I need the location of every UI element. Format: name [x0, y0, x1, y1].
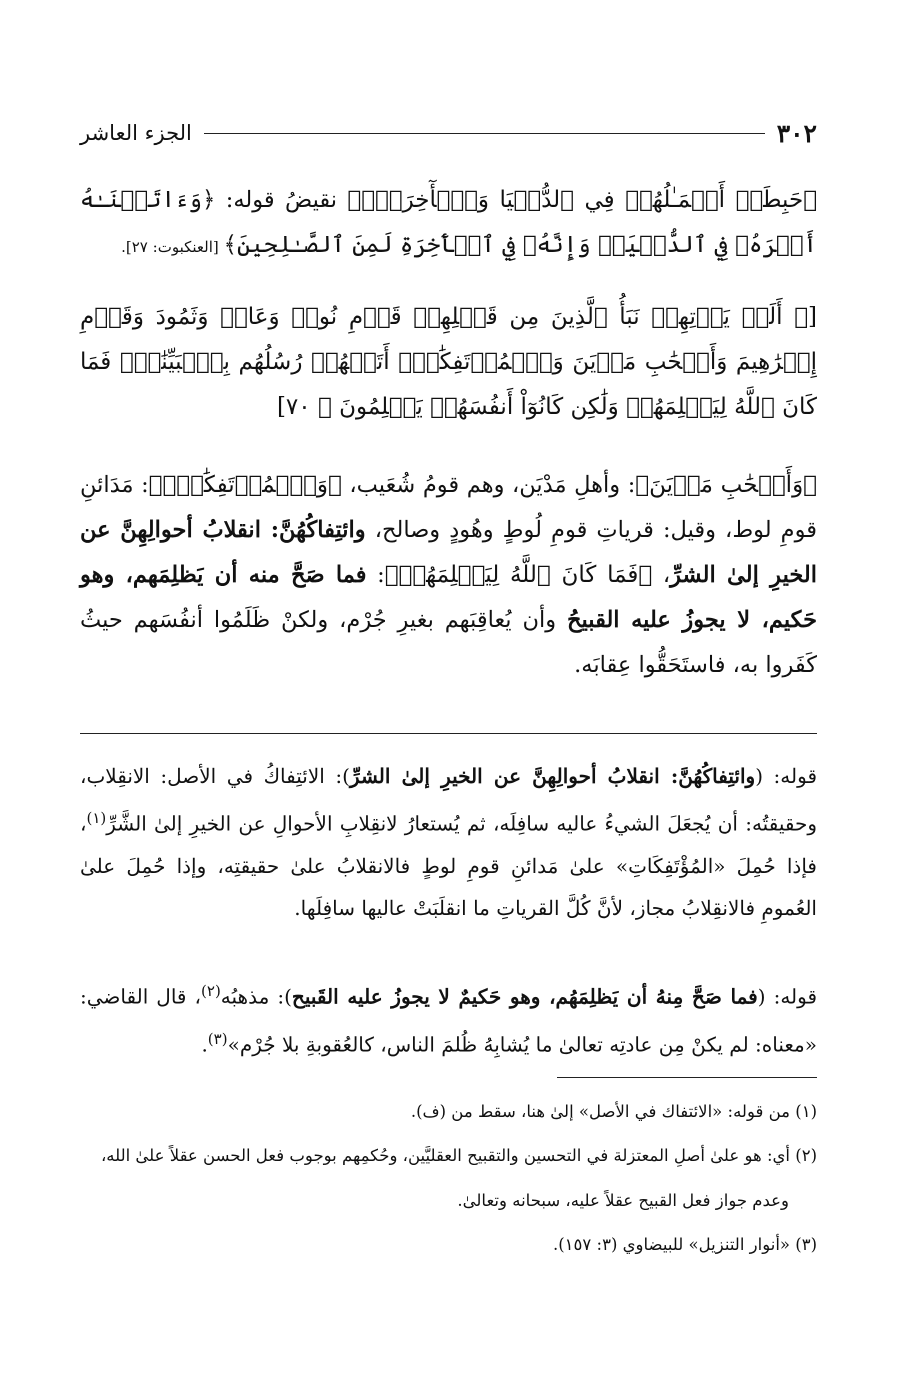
bold-phrase: وائتِفاكُهُنَّ: انقلابُ أحوالِهِنَّ عن الخيرِ إلىٰ الشرِّ — [80, 517, 817, 588]
text-span: ، فإذا حُمِلَ «المُؤْتَفِكَاتِ» علىٰ مَدائنِ قومِ لوطٍ فالانقلابُ علىٰ حقيقتِه، وإذا حُمِلَ علىٰ العُمومِ فالانقِلابُ مجاز، لأنَّ كُلَّ القرياتِ ما انقلَبَتْ عاليها سافِلَها. — [80, 811, 817, 920]
quran-quote: ﴿حَبِطَتۡ أَعۡمَـٰلُهُمۡ فِي ٱلدُّنۡيَا وَٱلۡأٓخِرَةِۖ﴾ — [347, 187, 817, 213]
verse-reference: [العنكبوت: ٢٧]. — [121, 238, 224, 256]
footnote-marker: (٢) — [201, 982, 221, 1000]
text-span: نقيضُ قوله: — [215, 187, 348, 213]
commentary-1 — [80, 755, 817, 929]
text-span: وأن يُعاقِبَهم بغيرِ جُرْم، ولكنْ ظَلَمُوا أنفُسَهم حيثُ كَفَروا به، فاستَحَقُّوا عِقابَه. — [80, 607, 817, 678]
running-title: الجزء العاشر — [80, 121, 192, 145]
text-span: . — [201, 1032, 208, 1057]
quran-quote: ﴿فَمَا كَانَ ٱللَّهُ لِيَظۡلِمَهُمۡ﴾ — [384, 562, 653, 588]
quran-verse-70: [﴿ أَلَمۡ يَأۡتِهِمۡ نَبَأُ ٱلَّذِينَ مِن قَبۡلِهِمۡ قَوۡمِ نُوحٖ وَعَادٖ وَثَمُودَ وَقَوۡمِ إِبۡرَٰهِيمَ وَأَصۡحَٰبِ مَدۡيَنَ وَٱلۡمُؤۡتَفِكَٰتِۚ أَتَتۡهُمۡ رُسُلُهُم بِٱلۡبَيِّنَٰتِۖ فَمَا كَانَ ٱللَّهُ لِيَظۡلِمَهُمۡ وَلَٰكِن كَانُوٓاْ أَنفُسَهُمۡ يَظۡلِمُونَ ﴾ ٧٠] — [80, 304, 817, 420]
header-rule — [204, 133, 765, 134]
footnote-2-continued: وعدم جواز فعل القبيح عقلاً عليه، سبحانه وتعالىٰ. — [457, 1191, 789, 1210]
bold-phrase: فما صَحَّ منه أن يَظلِمَهم، وهو حَكيم، لا يجوزُ عليه القبيحُ — [80, 562, 817, 633]
footnote-2: (٢) أي: هو علىٰ أصلِ المعتزلة في التحسين والتقبيح العقليَّين، وحُكمِهم بوجوب فعل الحسن عقلاً علىٰ الله، — [100, 1146, 817, 1165]
text-span: ): الائتِفاكُ في الأصل: الانقِلاب، وحقيقتُه: أن يُجعَلَ الشيءُ عاليه سافِلَه، ثم يُستعارُ لانقِلابِ الأحوالِ عن الخيرِ إلىٰ الشَّرِّ — [80, 764, 817, 836]
quran-quote: ﴿وَٱلۡمُؤۡتَفِكَٰتِۚ﴾ — [148, 472, 342, 498]
text-span: قوله: ( — [757, 984, 818, 1009]
text-span: قوله: ( — [755, 764, 818, 788]
quran-quote: ﴿وَءَاتَيۡنَـٰهُ أَجۡرَهُۥ فِي ٱلدُّنۡيَاۖ وَإِنَّهُۥ فِي ٱلۡأٓخِرَةِ لَمِنَ ٱلصَّـٰلِحِينَ﴾ — [80, 187, 817, 258]
footnote-marker: (١) — [86, 809, 107, 827]
text-span: : مَدَائنِ قومِ لوط، وقيل: قرياتِ قومِ لُوطٍ وهُودٍ وصالح، — [80, 472, 817, 543]
text-span: : وأهلِ مَدْيَن، وهم قومُ شُعَيب، — [341, 472, 636, 498]
bold-phrase: وائتِفاكُهُنَّ: انقلابُ أحوالِهِنَّ عن الخيرِ إلىٰ الشرِّ — [349, 764, 756, 788]
commentary-2 — [80, 970, 817, 1065]
footnote-3: (٣) «أنوار التنزيل» للبيضاوي (٣: ١٥٧). — [552, 1235, 817, 1254]
paragraph-1 — [80, 178, 817, 270]
text-span: ، — [652, 562, 671, 588]
quran-quote: ﴿وَأَصۡحَٰبِ مَدۡيَنَ﴾ — [635, 472, 817, 498]
page-number: ٣٠٢ — [776, 118, 817, 148]
page-header — [80, 116, 817, 150]
bold-phrase: فما صَحَّ مِنهُ أن يَظلِمَهُم، وهو حَكيمٌ لا يجوزُ عليه القَبيح — [291, 984, 758, 1009]
text-span: ): مذهبُه — [220, 984, 292, 1009]
section-divider — [80, 733, 817, 734]
footnote-divider — [557, 1077, 817, 1078]
text-span: ، قال القاضي: «معناه: لم يكنْ مِن عادتِه تعالىٰ ما يُشابِهُ ظُلمَ الناس، كالعُقوبةِ بلا جُرْم» — [80, 984, 817, 1057]
footnote-marker: (٣) — [207, 1029, 228, 1048]
text-span: : — [366, 562, 385, 588]
paragraph-3 — [80, 463, 817, 688]
footnote-1: (١) من قوله: «الائتفاك في الأصل» إلىٰ هنا، سقط من (ف). — [410, 1102, 817, 1121]
